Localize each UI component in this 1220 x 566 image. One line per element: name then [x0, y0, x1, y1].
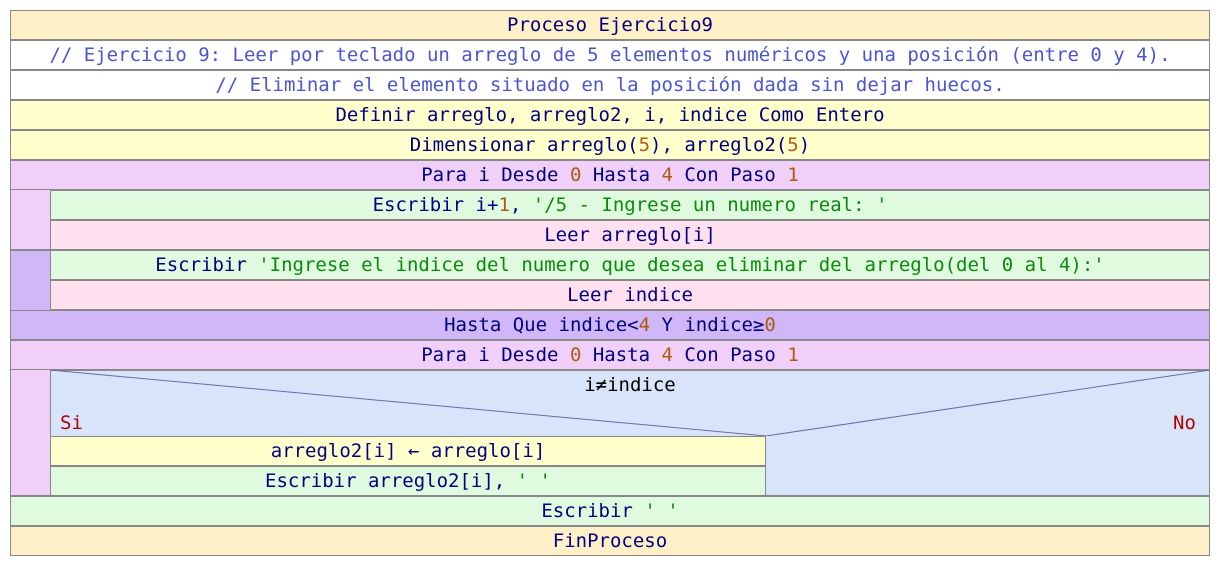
para-2-kw1: Para i Desde: [421, 343, 570, 366]
hasta-que-kw1: Hasta Que indice<: [444, 313, 639, 336]
escribir-2-string: 'Ingrese el indice del numero que desea eliminar del arreglo(del 0 al 4):': [258, 253, 1105, 276]
si-condition-text: i≠indice: [584, 373, 676, 396]
hasta-que-footer: [10, 310, 1210, 340]
leer-1-statement: [50, 220, 1210, 250]
escribir-1-num: 1: [498, 193, 510, 216]
asignacion-text: arreglo2[i] ← arreglo[i]: [270, 439, 546, 462]
comment-2-text: // Eliminar el elemento situado en la posición dada sin dejar huecos.: [215, 73, 1005, 96]
escribir-4-string: ' ': [644, 499, 679, 522]
para-2-paso: 1: [787, 343, 799, 366]
para-1-paso: 1: [787, 163, 799, 186]
leer-1-text: Leer arreglo[i]: [544, 223, 716, 246]
leer-2-text: Leer indice: [567, 283, 693, 306]
si-label: Si: [60, 412, 83, 434]
no-label: No: [1173, 412, 1196, 434]
escribir-2-statement: [50, 250, 1210, 280]
para-1-kw2: Hasta: [581, 163, 662, 186]
proceso-text: Proceso Ejercicio9: [507, 13, 713, 36]
para-2-kw3: Con Paso: [672, 343, 788, 366]
dimensionar-size-2: 5: [787, 133, 799, 156]
escribir-1-kw: Escribir i+: [372, 193, 499, 216]
escribir-4-kw: Escribir: [541, 499, 645, 522]
si-condition: [50, 370, 1210, 400]
escribir-2-kw: Escribir: [155, 253, 259, 276]
para-2-kw2: Hasta: [581, 343, 662, 366]
hasta-que-n1: 4: [638, 313, 651, 336]
escribir-1-sep: ,: [509, 193, 533, 216]
definir-statement: [10, 100, 1210, 130]
escribir-3-string: ' ': [516, 469, 551, 492]
fin-proceso-text: FinProceso: [552, 529, 668, 552]
comment-line-2: [10, 70, 1210, 100]
escribir-4-statement: [10, 496, 1210, 526]
asignacion-statement: [50, 436, 766, 466]
escribir-3-statement: [50, 466, 766, 496]
para-1-kw3: Con Paso: [672, 163, 788, 186]
dimensionar-kw: Dimensionar arreglo(: [409, 133, 639, 156]
para-1-kw1: Para i Desde: [421, 163, 570, 186]
escribir-1-string: '/5 - Ingrese un numero real: ': [532, 193, 888, 216]
leer-2-statement: [50, 280, 1210, 310]
dimensionar-size-1: 5: [638, 133, 651, 156]
dimensionar-mid: ), arreglo2(: [650, 133, 788, 156]
para-2-desde: 0: [569, 343, 582, 366]
proceso-header: [10, 10, 1210, 40]
comment-1-text: // Ejercicio 9: Leer por teclado un arreglo de 5 elementos numéricos y una posición (entre 0 y 4).: [49, 43, 1171, 66]
para-1-desde: 0: [569, 163, 582, 186]
para-1-header: [10, 160, 1210, 190]
hasta-que-n2: 0: [764, 313, 776, 336]
para-1-hasta: 4: [661, 163, 673, 186]
dimensionar-end: ): [798, 133, 811, 156]
fin-proceso-footer: [10, 526, 1210, 556]
para-2-hasta: 4: [661, 343, 673, 366]
dimensionar-statement: [10, 130, 1210, 160]
comment-line-1: [10, 40, 1210, 70]
hasta-que-kw2: Y indice≥: [650, 313, 765, 336]
para-2-header: [10, 340, 1210, 370]
escribir-1-statement: [50, 190, 1210, 220]
definir-text: Definir arreglo, arreglo2, i, indice Como Entero: [335, 103, 885, 126]
escribir-3-kw: Escribir arreglo2[i],: [265, 469, 517, 492]
